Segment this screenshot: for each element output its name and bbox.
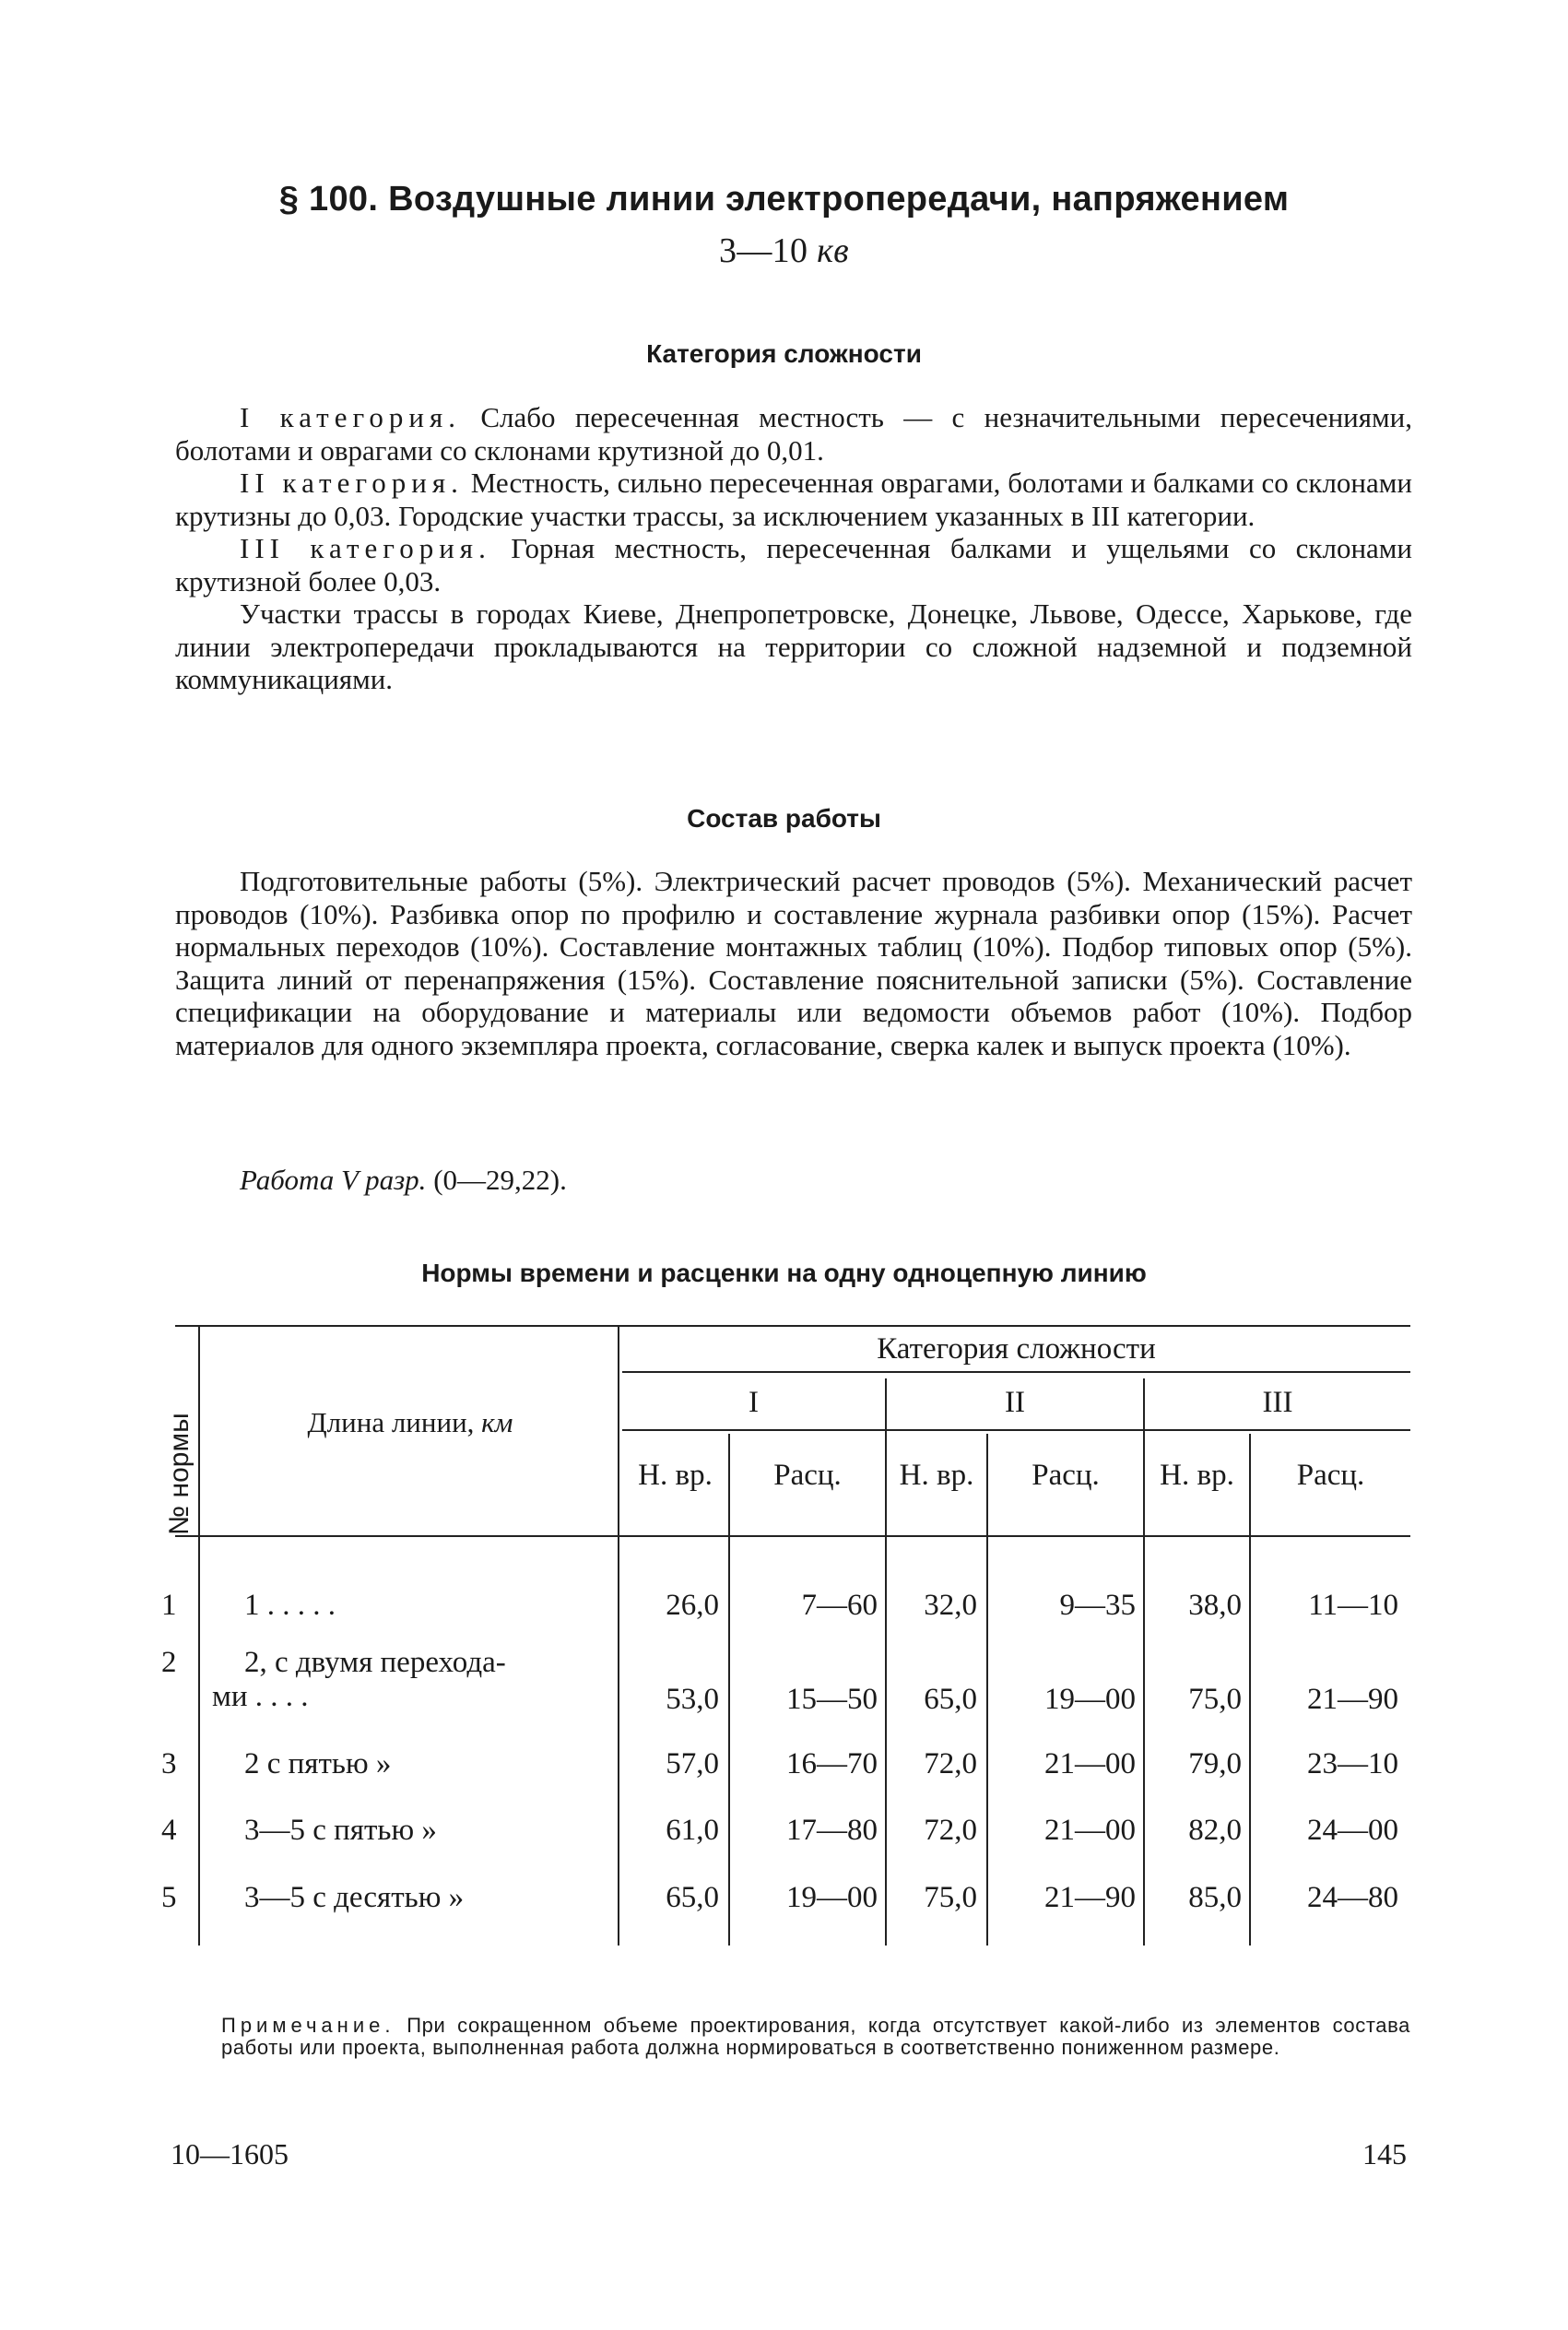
- cat-ii-price: 21—90: [1044, 1881, 1136, 1914]
- cat-i-price: 19—00: [786, 1881, 878, 1914]
- category-2-label: II категория.: [240, 467, 464, 499]
- work-rate: [240, 1164, 567, 1197]
- category-text: [175, 401, 1412, 696]
- work-text: Подготовительные работы (5%). Электрический расчет проводов (5%). Механический расчет проводов (10%). Разбивка опор по профилю и составление журнала разбивки опор (15%). Расчет нормальных переходов (10%). Составление монтажных таблиц (10%). Подбор типовых опор (5%). Защита линий от перенапряжения (15%). Составление пояснительной записки (5%). Составление спецификации на оборудование и материалы или ведомости объемов работ (10%). Подбор материалов для одного экземпляра проекта, согласование, сверка калек и выпуск проекта (10%).: [175, 865, 1412, 1061]
- cat-ii-price-header: Расц.: [1032, 1459, 1100, 1492]
- cat-iii-price: 11—10: [1308, 1589, 1398, 1622]
- row-length: 1 . . . . .: [244, 1589, 336, 1622]
- cat-iii-price: 24—80: [1307, 1881, 1398, 1914]
- voltage-unit: кв: [817, 231, 849, 270]
- category-1-text: Слабо пересеченная местность — с незначительными пересечениями, болотами и оврагами со склонами крутизной до 0,01.: [175, 401, 1412, 467]
- section-heading-line1: § 100. Воздушные линии электропередачи, напряжением: [278, 180, 1290, 219]
- category-group-header: Категория сложности: [877, 1332, 1156, 1366]
- cat-i-time: 57,0: [666, 1747, 719, 1780]
- norm-number-header: № нормы: [164, 1413, 195, 1535]
- row-number: 4: [161, 1814, 177, 1847]
- length-column-divider: [618, 1325, 619, 1946]
- note-text: При сокращенном объеме проектирования, когда отсутствует какой-либо из элементов состава работы или проекта, выполненная работа должна нормироваться в соответственно пониженном размере.: [221, 2014, 1410, 2059]
- table-top-rule: [175, 1325, 1410, 1327]
- cat-ii-price: 21—00: [1044, 1747, 1136, 1780]
- cat-iii-time: 38,0: [1188, 1589, 1242, 1622]
- cat-ii-time: 75,0: [924, 1881, 977, 1914]
- length-header-unit: км: [481, 1406, 513, 1438]
- length-header: [203, 1406, 618, 1439]
- cat-ii-price: 19—00: [1044, 1683, 1136, 1716]
- cat-i-price: 17—80: [786, 1814, 878, 1847]
- row-number: 5: [161, 1881, 177, 1914]
- table-title: Нормы времени и расценки на одну одноцепную линию: [421, 1259, 1147, 1287]
- cat-i-price-header: Расц.: [773, 1459, 842, 1492]
- work-text-block: [175, 865, 1412, 1061]
- category-2-text: Местность, сильно пересеченная оврагами, болотами и балками со склонами крутизны до 0,03. Городские участки трассы, за исключением указанных в III категории.: [175, 467, 1412, 532]
- cat-ii-time-header: Н. вр.: [899, 1459, 974, 1492]
- cat-ii-price: 21—00: [1044, 1814, 1136, 1847]
- cat-ii-price: 9—35: [1059, 1589, 1136, 1622]
- cat-iii-price-header: Расц.: [1296, 1459, 1365, 1492]
- row-number: 2: [161, 1646, 177, 1679]
- cat-i-price: 15—50: [786, 1683, 878, 1716]
- row-length: 3—5 с пятью »: [244, 1814, 437, 1847]
- work-rate-label: Работа V разр.: [240, 1164, 427, 1196]
- table-header-rule: [175, 1535, 1410, 1537]
- cat-iii-time-header: Н. вр.: [1160, 1459, 1234, 1492]
- row-length: 3—5 с десятью »: [244, 1881, 465, 1914]
- cat-iii-time: 82,0: [1188, 1814, 1242, 1847]
- row-number: 1: [161, 1589, 177, 1622]
- cat-ii-time: 72,0: [924, 1747, 977, 1780]
- norms-table: [157, 1314, 1415, 1959]
- length-header-label: Длина линии,: [307, 1406, 475, 1438]
- category-2-paragraph: [175, 467, 1412, 532]
- cat-ii-time: 32,0: [924, 1589, 977, 1622]
- cat-i-time-header: Н. вр.: [638, 1459, 713, 1492]
- category-header-rule: [622, 1429, 1410, 1431]
- work-rate-value: (0—29,22).: [426, 1164, 567, 1196]
- cat-iii-price: 24—00: [1307, 1814, 1398, 1847]
- city-sections-paragraph: Участки трассы в городах Киеве, Днепропетровске, Донецке, Львове, Одессе, Харькове, где линии электропередачи прокладываются на территории со сложной надземной и подземной коммуникациями.: [175, 597, 1412, 695]
- num-column-divider: [198, 1325, 200, 1946]
- cat-i-price: 16—70: [786, 1747, 878, 1780]
- page-number: 145: [1362, 2137, 1407, 2170]
- category-3-label: III категория.: [240, 532, 491, 564]
- section-heading-line2: [0, 231, 1568, 271]
- cat-iii-time: 79,0: [1188, 1747, 1242, 1780]
- group-header-rule: [622, 1371, 1410, 1373]
- cat-i-time: 53,0: [666, 1683, 719, 1716]
- cat-iii-price: 21—90: [1307, 1683, 1398, 1716]
- signature-code: 10—1605: [171, 2137, 289, 2170]
- row-length: 2, с двумя перехода-: [244, 1646, 506, 1679]
- category-iii-header: III: [1262, 1386, 1293, 1419]
- category-title: Категория сложности: [646, 339, 922, 368]
- row-length-cont: ми . . . .: [212, 1680, 309, 1713]
- row-length: 2 с пятью »: [244, 1747, 392, 1780]
- cat-iii-price: 23—10: [1307, 1747, 1398, 1780]
- category-ii-header: II: [1005, 1386, 1025, 1419]
- cat-iii-time: 75,0: [1188, 1683, 1242, 1716]
- category-1-label: I категория.: [240, 401, 462, 433]
- category-3-text: Горная местность, пересеченная балками и ущельями со склонами крутизной более 0,03.: [175, 532, 1412, 597]
- row-number: 3: [161, 1747, 177, 1780]
- category-1-paragraph: [175, 401, 1412, 467]
- cat-i-time: 61,0: [666, 1814, 719, 1847]
- category-i-header: I: [749, 1386, 759, 1419]
- category-3-paragraph: [175, 532, 1412, 597]
- cat-ii-time: 65,0: [924, 1683, 977, 1716]
- cat-i-time: 26,0: [666, 1589, 719, 1622]
- voltage-range: 3—10: [719, 231, 808, 270]
- cat-i-price: 7—60: [801, 1589, 878, 1622]
- work-title: Состав работы: [687, 804, 881, 833]
- note-label: Примечание.: [221, 2014, 395, 2037]
- cat-ii-time: 72,0: [924, 1814, 977, 1847]
- cat-i-time: 65,0: [666, 1881, 719, 1914]
- table-note: [221, 2015, 1410, 2059]
- cat-iii-time: 85,0: [1188, 1881, 1242, 1914]
